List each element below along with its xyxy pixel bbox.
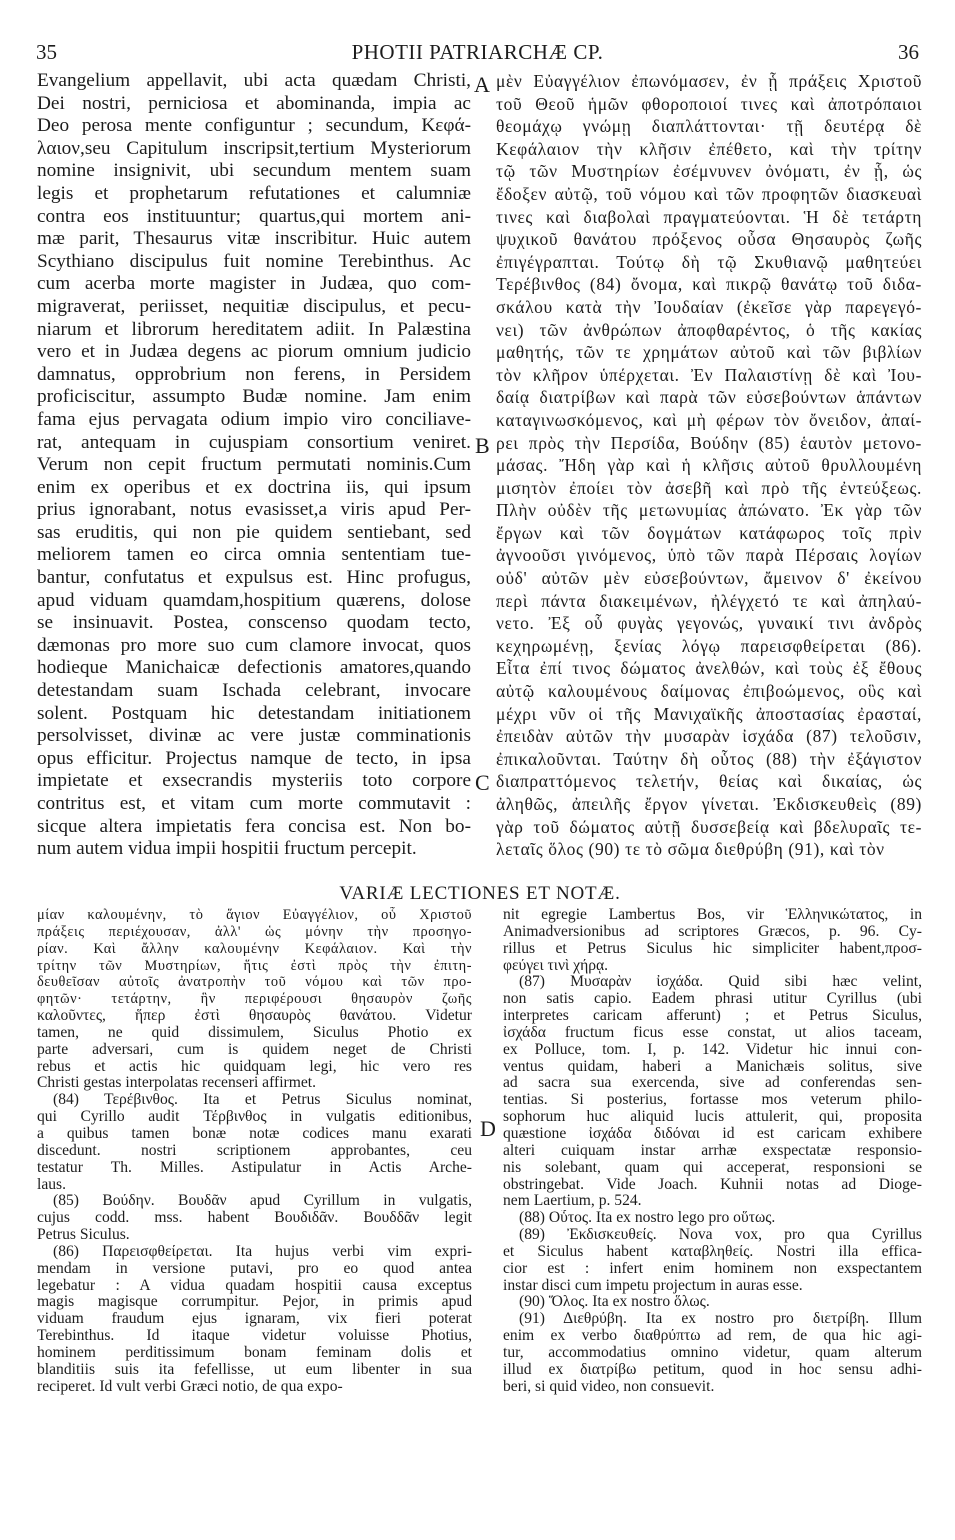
note-line: tamen, ne quid dissimulem, Siculus Photio ex <box>37 1024 472 1041</box>
note-line: (87) Μυσαρὰν ἰσχάδα. Quid sibi hæc velint, <box>519 974 922 991</box>
greek-text-line: τῷ τῶν Μυστηρίων ἐσέμνυνεν ὀνόματι, ἐν ᾗ, ὡς <box>496 161 922 182</box>
latin-text-line: dæmonas pro more suo cum clamore invocat, quos <box>37 634 471 656</box>
note-line: Petrus Siculus. <box>37 1227 130 1244</box>
greek-text-line: μαθητής, τῶν τε χρημάτων αὐτοῦ καὶ τῶν βιβλίων <box>496 342 922 363</box>
note-line: a quibus tamen bonæ notæ codices manu exarati <box>37 1125 472 1142</box>
latin-text-line: sas eruditis, qui non pie quidem sentiebant, sed <box>37 521 471 543</box>
latin-text-line: bantur, confutatus et expulsus est. Hinc profugus, <box>37 567 471 589</box>
greek-text-line: ἀγνοοῦσι γινόμενος, ὑπὸ τῶν παρὰ Πέρσαις λογίων <box>496 545 922 566</box>
note-line: φητῶν· τετάρτην, ἣν περιφέρουσι θησαυρὸν ζωῆς <box>37 991 472 1008</box>
note-line: ἰσχάδα fructum ficus esse constat, ut alios taceam, <box>503 1024 922 1041</box>
greek-text-line: τοῦ Θεοῦ ἡμῶν φθοροποιοί τινες καὶ ἀποτρόπαιοι <box>496 93 922 114</box>
greek-text-line: ψυχικοῦ θανάτου πρόξενος οὖσα Θησαυρὸς ζωῆς <box>496 229 922 250</box>
greek-text-line: μισητὸν ἐποίει τὸν ἀσεβῆ καὶ πρὸ τῆς ἐντεύξεως. <box>496 477 922 498</box>
latin-text-line: impietate et exsecrandis mysteriis toto corpore <box>37 770 471 792</box>
note-line: φεύγει τινὶ χήρᾳ. <box>503 957 609 974</box>
note-line: Christi gestas interpolatas recenseri affirmet. <box>37 1075 317 1092</box>
note-line: (86) Παρεισφθείρεται. Ita hujus verbi vim expri- <box>53 1243 472 1260</box>
note-line: δευθεῖσαν αὐτοῖς ἀνατροπὴν τοῦ νόμου καὶ τῶν προ- <box>37 974 472 991</box>
note-line: μίαν καλουμένην, τὸ ἅγιον Εὐαγγέλιον, οὗ Χριστοῦ <box>37 907 472 923</box>
note-line: blanditiis suis ita fefellisse, ut eum libenter in sua <box>37 1361 472 1378</box>
greek-text-line: ρει πρὸς τὴν Περσίδα, Βούδην (85) ἑαυτὸν μετονο- <box>496 432 922 453</box>
note-line: (89) Ἐκδισκευθείς. Nova vox, pro qua Cyrillus <box>519 1227 922 1244</box>
note-line: sophorum huc aliquid lucis attulerit, qui, proposita <box>503 1109 922 1126</box>
greek-text-line: δαίᾳ διατρίβων καὶ παρὰ τῶν εὐσεβούντων ἁπάντων <box>496 387 922 408</box>
latin-text-line: vero et in Judæa degens ac piorum omnium judicio <box>37 341 471 363</box>
note-line: enim ex verbo διαθρύπτω ad rem, de qua hic agi- <box>503 1328 922 1345</box>
greek-text-line: τὸν κλῆρον ὑπέρχεται. Ἐν Παλαιστίνῃ δὲ καὶ Ἰου- <box>496 364 922 385</box>
note-line: (88) Οὗτος. Ita ex nostro lego pro οὕτως. <box>519 1210 776 1227</box>
note-line: mendam in versione putavi, pro eo quod antea <box>37 1260 472 1277</box>
note-line: parte adversari, cum is quidem neget de Christi <box>37 1041 472 1058</box>
margin-letter-a: A <box>474 72 490 97</box>
note-line: (85) Βούδην. Βουδᾶν apud Cyrillum in vulgatis, <box>53 1193 472 1210</box>
note-line: καλοῦντες, ἥπερ ἐστὶ θησαυρὸς θανάτου. Videtur <box>37 1008 472 1025</box>
latin-text-line: nomine insignivit, ubi secundum mentem suam <box>37 160 471 182</box>
note-line: ex Polluce, tom. I, p. 142. Videtur hic innui con- <box>503 1041 922 1058</box>
running-title: PHOTII PATRIARCHÆ CP. <box>351 40 604 64</box>
latin-text-line: legis et prophetarum refutationes et calumniæ <box>37 182 471 204</box>
greek-text-line: Τερέβινθος (84) ὄνομα, καὶ πικρῷ θανάτῳ τοῦ διδα- <box>496 274 922 295</box>
latin-text-column <box>37 70 471 861</box>
greek-text-line: λεταῖς ὅλος (90) τε τὸ σῶμα διεθρύβη (91), καὶ τὸν <box>496 839 885 860</box>
page-number-left: 35 <box>36 40 57 64</box>
note-line: qui Cyrillo audit Τέρβινθος in vulgatis editionibus, <box>37 1109 472 1126</box>
greek-text-column <box>496 70 922 861</box>
note-line: viduam fraudum ejus ignaram, vix fieri poterat <box>37 1311 472 1328</box>
note-line: πράξεις περιέχουσαν, ἀλλ' ὡς μόνην τὴν προσηγο- <box>37 923 472 940</box>
note-line: instar disci cum impetu projectum in auras esse. <box>503 1277 803 1294</box>
latin-text-line: detestandam suam Ischada celebrant, invocare <box>37 680 471 702</box>
latin-text-line: opus efficitur. Projectus namque de tecto, in ipsa <box>37 747 471 769</box>
latin-text-line: meliorem tamen eo circa omnia sententiam tue- <box>37 544 471 566</box>
note-line: nis solebant, quam qui acceperat, responsioni se <box>503 1159 922 1176</box>
notes-heading: VARIÆ LECTIONES ET NOTÆ. <box>339 883 621 904</box>
note-line: legebatur : A vidua quadam hospitii causa exceptus <box>37 1277 472 1294</box>
greek-text-line: περὶ πάντα διακειμένων, ἠλέγχετό τε καὶ ἀπηλαύ- <box>496 590 922 611</box>
note-line: ρίαν. Καὶ ἄλλην καλουμένην Κεφάλαιον. Καὶ τὴν <box>37 940 472 957</box>
latin-text-line: mæ parit, Thesaurus vitæ inscribitur. Huic autem <box>37 228 471 250</box>
note-line: magis magisque corrumpitur. Pejor, in primis apud <box>37 1294 472 1311</box>
note-line: laus. <box>37 1176 67 1193</box>
latin-text-line: fama ejus pervagata odium impio viro conciliave- <box>37 408 471 430</box>
note-line: tur, accommodatius omnino videtur, quam alterum <box>503 1344 922 1361</box>
greek-text-line: νετο. Ἐξ οὗ φυγὰς γεγονώς, γυναικί τινι ἀνδρὸς <box>496 613 922 634</box>
note-line: rillus et Petrus Siculus hic simpliciter habent,προσ- <box>503 940 922 957</box>
latin-text-line: Deo perosa mente configuntur ; secundum, Κεφά- <box>37 115 471 137</box>
latin-text-line: migraverat, periisset, nequitiæ discipulus, et pecu- <box>37 295 471 317</box>
greek-text-line: νει) τῶν ἀνθρώπων ἀποφθαρέντος, ὁ τῆς κακίας <box>496 319 922 340</box>
notes-right-column <box>503 907 922 1395</box>
latin-text-line: apud viduam quamdam,hospitium quærens, dolose <box>37 589 471 611</box>
greek-text-line: Πλὴν οὐδὲν τῆς μετωνυμίας ἀπώνατο. Ἐκ γὰρ τῶν <box>496 500 922 521</box>
page-header <box>36 40 919 64</box>
greek-text-line: θεομάχῳ γνώμῃ διαπλάττονται· τῇ δευτέρᾳ δὲ <box>496 116 922 137</box>
note-line: obstringebat. Vide Joach. Kuhnii notas ad Dioge- <box>503 1176 922 1193</box>
margin-letter-b: B <box>475 433 490 458</box>
greek-text-line: μάσας. Ἤδη γὰρ καὶ ἡ κλῆσις αὐτοῦ θρυλλουμένη <box>496 455 922 476</box>
latin-text-line: prius ignorabant, notus evasisset,a viris apud Per- <box>37 499 471 521</box>
latin-text-line: se insinuavit. Postea, conscenso quodam tecto, <box>37 612 471 634</box>
greek-text-line: οὐδ' αὐτῶν μὲν εὐσεβούντων, ἄμεινον δ' ἐκείνου <box>496 568 922 589</box>
note-line: testatur Th. Milles. Astipulatur in Actis Arche- <box>37 1159 472 1176</box>
note-line: illud ex διατρίβω petitum, quod in hoc sensu adhi- <box>503 1361 922 1378</box>
note-line: (84) Τερέβινθος. Ita et Petrus Siculus nominat, <box>53 1092 472 1109</box>
latin-text-line: hodieque Manichaicæ defectionis amatores,quando <box>37 657 471 679</box>
greek-text-line: σκάλου κατὰ τὴν Ἰουδαίαν (ἐκεῖσε γὰρ παρεγεγό- <box>496 296 922 317</box>
greek-text-line: Κεφάλαιον τὴν κλῆσιν ἐπέθετο, καὶ τὴν τρίτην <box>496 138 922 159</box>
greek-text-line: ἐπιγέγραπται. Τούτῳ δὴ τῷ Σκυθιανῷ μαθητεύει <box>496 251 922 272</box>
note-line: reciperet. Id vult verbi Græci notio, de qua expo- <box>37 1378 343 1395</box>
latin-text-line: rat, antequam in cujuspiam consortium veniret. <box>37 431 471 453</box>
note-line: (91) Διεθρύβη. Ita ex nostro pro διετρίβη. Illum <box>519 1311 922 1328</box>
note-line: nit egregie Lambertus Bos, vir Ἑλληνικώτατος, in <box>503 907 922 923</box>
note-line: Terebinthus. Id itaque videtur voluisse Photius, <box>37 1328 472 1345</box>
greek-text-line: μέχρι νῦν οἱ τῆς Μανιχαϊκῆς ἀποστασίας ἐρασταί, <box>496 703 922 724</box>
greek-text-line: μὲν Εὐαγγέλιον ἐπωνόμασεν, ἐν ᾗ πράξεις Χριστοῦ <box>496 71 922 91</box>
page-number-right: 36 <box>898 40 919 64</box>
greek-text-line: ἔδοξεν αὐτῷ, τοῦ νόμου καὶ τῶν προφητῶν διασκευαὶ <box>496 183 922 204</box>
note-line: beri, si quid video, non consuevit. <box>503 1378 715 1395</box>
note-line: cujus codd. mss. habent Βουδιδᾶν. Βουδδᾶν legit <box>37 1210 472 1227</box>
latin-text-line: Scythiano discipulus fuit nomine Terebinthus. Ac <box>37 250 471 272</box>
greek-text-line: Εἶτα ἐπί τινος δώματος ἀνελθών, καὶ τοὺς ἐξ ἔθους <box>496 658 922 679</box>
latin-text-line: enim ex operibus et ex doctrina iis, qui ipsum <box>37 476 471 498</box>
note-line: rebus et actis hic quidquam legi, hic vero res <box>37 1058 472 1075</box>
latin-text-line: proficiscitur, assumpto Budæ nomine. Jam enim <box>37 386 471 408</box>
latin-text-line: contritus est, et vitam cum morte commutavit : <box>37 793 471 814</box>
note-line: tentias. Si posterius, fortasse mos veterum philo- <box>503 1092 922 1109</box>
greek-text-line: ἀληθῶς, ἀπειλῆς ἔργον γίνεται. Ἐκδισκευθεὶς (89) <box>496 794 922 814</box>
greek-text-line: καταγινωσκόμενος, καὶ μὴ φέρων τὸν ὄνειδον, ἀπαί- <box>496 409 922 430</box>
greek-text-line: γὰρ τοῦ δώματος αὐτῇ δυσσεβείᾳ καὶ βδελυραῖς τε- <box>496 816 922 837</box>
note-line: (90) Ὅλος. Ita ex nostro ὅλως. <box>519 1294 710 1311</box>
note-line: Animadversionibus ad scriptores Græcos, p. 96. Cy- <box>503 923 922 940</box>
note-line: et Siculus habent καταβληθείς. Nostri illa effica- <box>503 1243 922 1260</box>
latin-text-line: solent. Postquam hic detestandam initiationem <box>37 702 471 724</box>
latin-text-line: sicque altera impietatis fera concisa est. Non bo- <box>37 815 471 837</box>
note-line: cior est : infert enim hominem non exspectantem <box>503 1260 922 1277</box>
note-line: quæstione ἰσχάδα διδόναι id est caricam exhibere <box>503 1125 922 1142</box>
greek-text-line: διαπραττόμενος τελετήν, θείας καὶ δικαίας, ὡς <box>496 771 922 792</box>
note-line: nem Laertium, p. 524. <box>503 1193 642 1210</box>
latin-text-line: persolvisset, divinæ ac vere justæ comminationis <box>37 725 471 747</box>
greek-text-line: ἐπειδὰν αὐτῶν τὴν μυσαρὰν ἰσχάδα (87) τελοῦσιν, <box>496 726 922 747</box>
greek-text-line: τινες καὶ διαβολαὶ πραγματεύονται. Ἡ δὲ τετάρτη <box>496 206 922 227</box>
latin-text-line: λαιον,seu Capitulum inscripsit,tertium Mysteriorum <box>37 137 471 159</box>
note-line: ventus quidam, haberi a Manichæis solitus, sive <box>503 1058 922 1075</box>
note-line: non satis capio. Eadem phrasi utitur Cyrillus (ubi <box>503 991 922 1008</box>
margin-letter-d: D <box>480 1116 496 1141</box>
greek-text-line: αὐτῷ καλουμένους δαίμονας ἐπιβοώμενος, οὓς καὶ <box>496 681 922 702</box>
latin-text-line: Verum non cepit fructum permutati nominis.Cum <box>37 454 471 476</box>
latin-text-line: num autem vidua impii hospitii fructum percepit. <box>37 838 417 860</box>
latin-text-line: cum acerba morte magister in Judæa, quo com- <box>37 273 471 295</box>
latin-text-line: Evangelium appellavit, ubi acta quædam Christi, <box>37 70 471 91</box>
greek-text-line: ἔργων καὶ τῶν δογμάτων κατάφωρος τοῖς πρὶν <box>496 522 922 543</box>
greek-text-line: κεχηρωμένῃ, ξενίας λόγῳ παρεισφθείρεται (86). <box>496 635 922 656</box>
note-line: ad sacra sua exercenda, sive ad conferendas sen- <box>503 1075 922 1092</box>
latin-text-line: Dei nostri, perniciosa et abominanda, impia ac <box>37 92 471 114</box>
latin-text-line: niarum et librorum hereditatem adiit. In Palæstina <box>37 318 471 340</box>
note-line: hominem perditissimum bonam feminam dolis et <box>37 1344 472 1361</box>
note-line: alteri cuiquam instar arrhæ exspectatæ responsio- <box>503 1142 922 1159</box>
latin-text-line: contra eos instituuntur; quartus,qui mortem ani- <box>37 205 471 227</box>
margin-letter-c: C <box>475 770 490 795</box>
notes-left-column <box>37 907 472 1395</box>
latin-text-line: damnatus, opprobrium non ferens, in Persidem <box>37 363 471 385</box>
greek-text-line: ἐπικαλοῦνται. Ταύτην δὴ οὗτος (88) τὴν ἐξάγιστον <box>496 748 922 769</box>
note-line: discedunt. nostri scriptionem approbantes, ceu <box>37 1142 472 1159</box>
note-line: interpretes caricam afferunt) ; et Petrus Siculus, <box>503 1008 922 1025</box>
note-line: τρίτην τῶν Μυστηρίων, ἥτις ἐστὶ πρὸς τὴν ἐπιτη- <box>37 957 472 974</box>
